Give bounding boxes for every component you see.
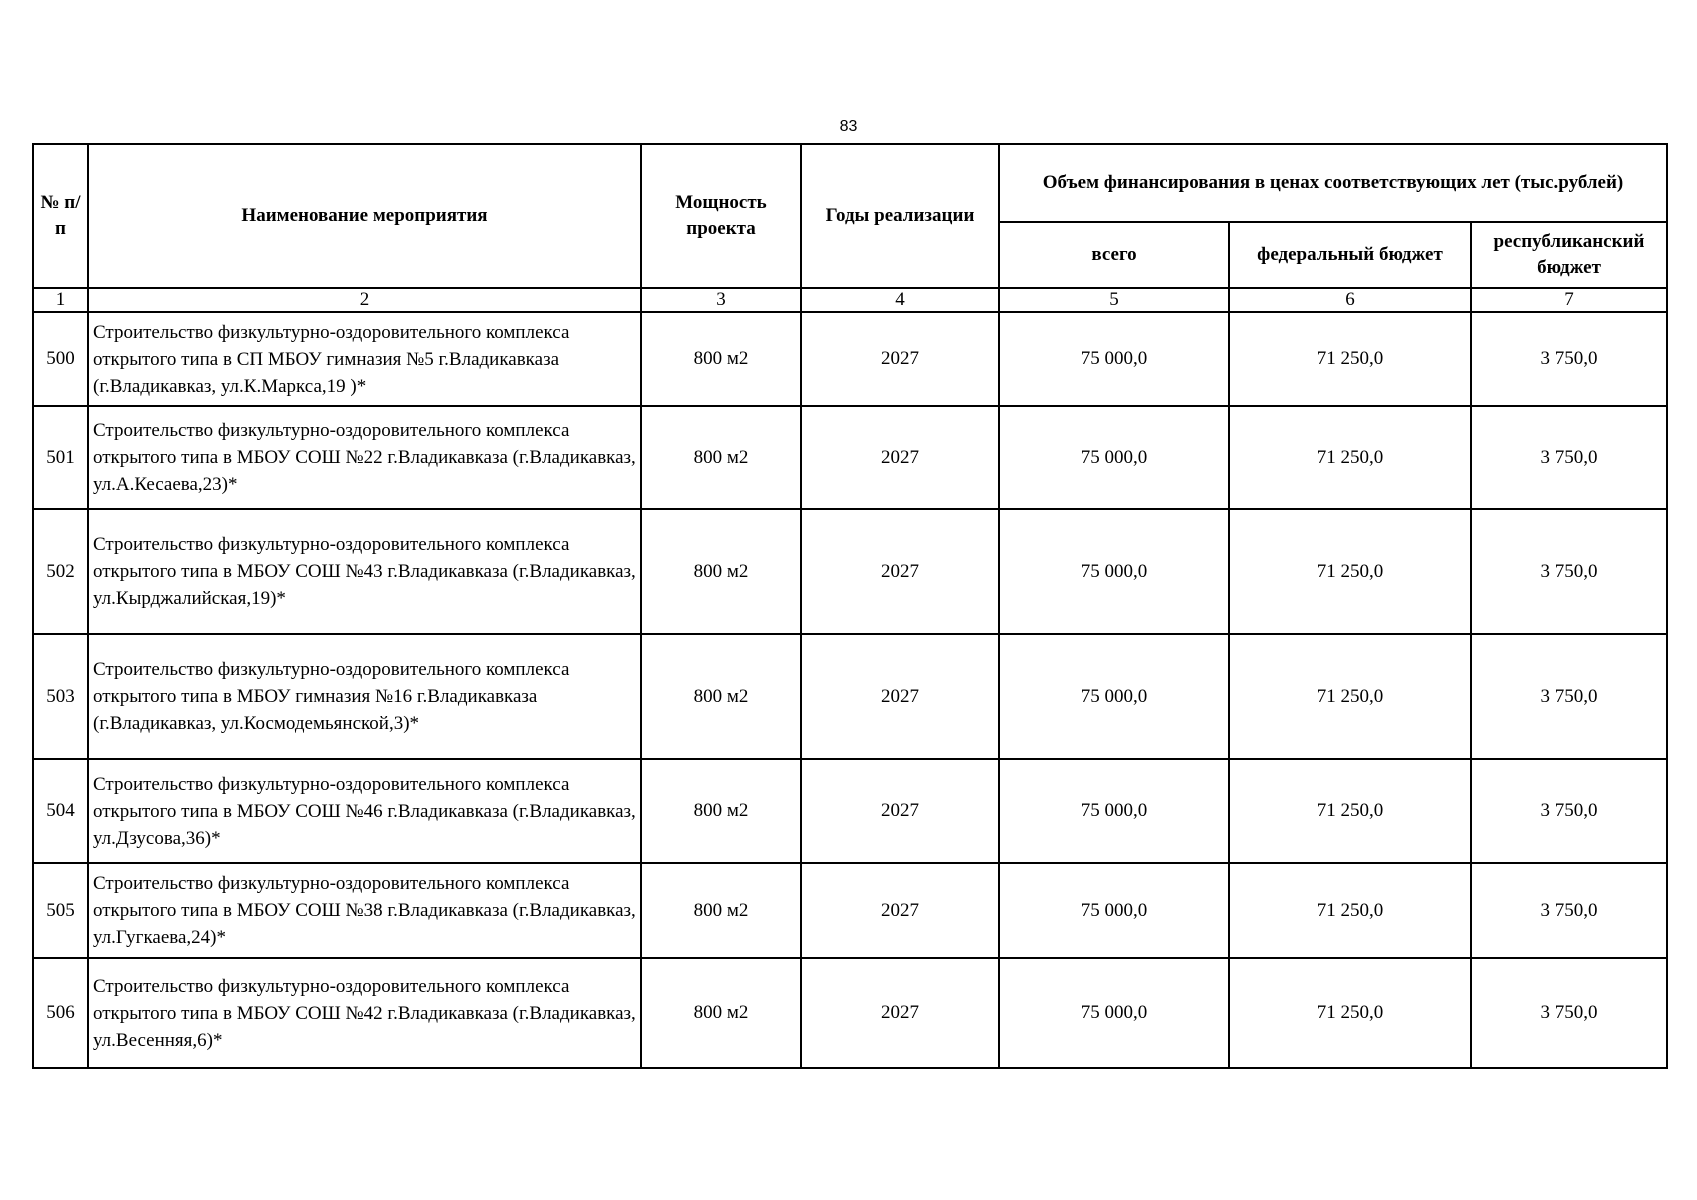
table-row (33, 634, 1667, 759)
row-year: 2027 (801, 312, 999, 406)
row-capacity: 800 м2 (641, 863, 801, 958)
column-number: 1 (33, 288, 88, 312)
column-numbers-row (33, 288, 1667, 312)
table-row (33, 312, 1667, 406)
row-capacity: 800 м2 (641, 312, 801, 406)
row-capacity: 800 м2 (641, 759, 801, 863)
header-federal: федеральный бюджет (1229, 222, 1471, 288)
row-federal: 71 250,0 (1229, 759, 1471, 863)
row-year: 2027 (801, 634, 999, 759)
row-total: 75 000,0 (999, 634, 1229, 759)
table-row (33, 406, 1667, 509)
row-republic: 3 750,0 (1471, 958, 1667, 1068)
row-number: 500 (33, 312, 88, 406)
row-number: 505 (33, 863, 88, 958)
row-republic: 3 750,0 (1471, 634, 1667, 759)
row-total: 75 000,0 (999, 759, 1229, 863)
header-name: Наименование мероприятия (88, 144, 641, 288)
row-number: 502 (33, 509, 88, 634)
row-federal: 71 250,0 (1229, 863, 1471, 958)
row-total: 75 000,0 (999, 958, 1229, 1068)
header-num: № п/п (33, 144, 88, 288)
row-name: Строительство физкультурно-оздоровительного комплекса открытого типа в СП МБОУ гимназия №5 г.Владикавказа (г.Владикавказ, ул.К.Маркса,19 )* (88, 312, 641, 406)
column-number: 6 (1229, 288, 1471, 312)
row-federal: 71 250,0 (1229, 509, 1471, 634)
row-name: Строительство физкультурно-оздоровительного комплекса открытого типа в МБОУ СОШ №42 г.Владикавказа (г.Владикавказ, ул.Весенняя,6)* (88, 958, 641, 1068)
table-row (33, 958, 1667, 1068)
table-row (33, 759, 1667, 863)
row-republic: 3 750,0 (1471, 509, 1667, 634)
row-capacity: 800 м2 (641, 634, 801, 759)
row-republic: 3 750,0 (1471, 863, 1667, 958)
row-name: Строительство физкультурно-оздоровительного комплекса открытого типа в МБОУ СОШ №38 г.Владикавказа (г.Владикавказ, ул.Гугкаева,24)* (88, 863, 641, 958)
row-number: 506 (33, 958, 88, 1068)
row-number: 504 (33, 759, 88, 863)
row-number: 501 (33, 406, 88, 509)
column-number: 4 (801, 288, 999, 312)
row-year: 2027 (801, 863, 999, 958)
row-federal: 71 250,0 (1229, 634, 1471, 759)
header-financing: Объем финансирования в ценах соответствующих лет (тыс.рублей) (999, 144, 1667, 222)
row-total: 75 000,0 (999, 863, 1229, 958)
row-federal: 71 250,0 (1229, 958, 1471, 1068)
column-number: 7 (1471, 288, 1667, 312)
row-federal: 71 250,0 (1229, 312, 1471, 406)
header-capacity: Мощность проекта (641, 144, 801, 288)
page-number: 83 (839, 118, 858, 135)
row-name: Строительство физкультурно-оздоровительного комплекса открытого типа в МБОУ СОШ №46 г.Владикавказа (г.Владикавказ, ул.Дзусова,36)* (88, 759, 641, 863)
row-capacity: 800 м2 (641, 958, 801, 1068)
row-number: 503 (33, 634, 88, 759)
column-number: 2 (88, 288, 641, 312)
header-republic: республиканский бюджет (1471, 222, 1667, 288)
row-federal: 71 250,0 (1229, 406, 1471, 509)
row-name: Строительство физкультурно-оздоровительного комплекса открытого типа в МБОУ СОШ №22 г.Владикавказа (г.Владикавказ, ул.А.Кесаева,23)* (88, 406, 641, 509)
column-number: 3 (641, 288, 801, 312)
table-row (33, 509, 1667, 634)
table-row (33, 863, 1667, 958)
header-years: Годы реализации (801, 144, 999, 288)
column-number: 5 (999, 288, 1229, 312)
row-republic: 3 750,0 (1471, 759, 1667, 863)
row-year: 2027 (801, 759, 999, 863)
row-total: 75 000,0 (999, 312, 1229, 406)
row-republic: 3 750,0 (1471, 312, 1667, 406)
financing-table (32, 143, 1668, 1069)
header-total: всего (999, 222, 1229, 288)
row-year: 2027 (801, 958, 999, 1068)
row-year: 2027 (801, 406, 999, 509)
row-capacity: 800 м2 (641, 406, 801, 509)
row-total: 75 000,0 (999, 509, 1229, 634)
row-total: 75 000,0 (999, 406, 1229, 509)
row-name: Строительство физкультурно-оздоровительного комплекса открытого типа в МБОУ гимназия №16 г.Владикавказа (г.Владикавказ, ул.Космодемьянской,3)* (88, 634, 641, 759)
row-name: Строительство физкультурно-оздоровительного комплекса открытого типа в МБОУ СОШ №43 г.Владикавказа (г.Владикавказ, ул.Кырджалийская,19)* (88, 509, 641, 634)
row-republic: 3 750,0 (1471, 406, 1667, 509)
row-year: 2027 (801, 509, 999, 634)
row-capacity: 800 м2 (641, 509, 801, 634)
